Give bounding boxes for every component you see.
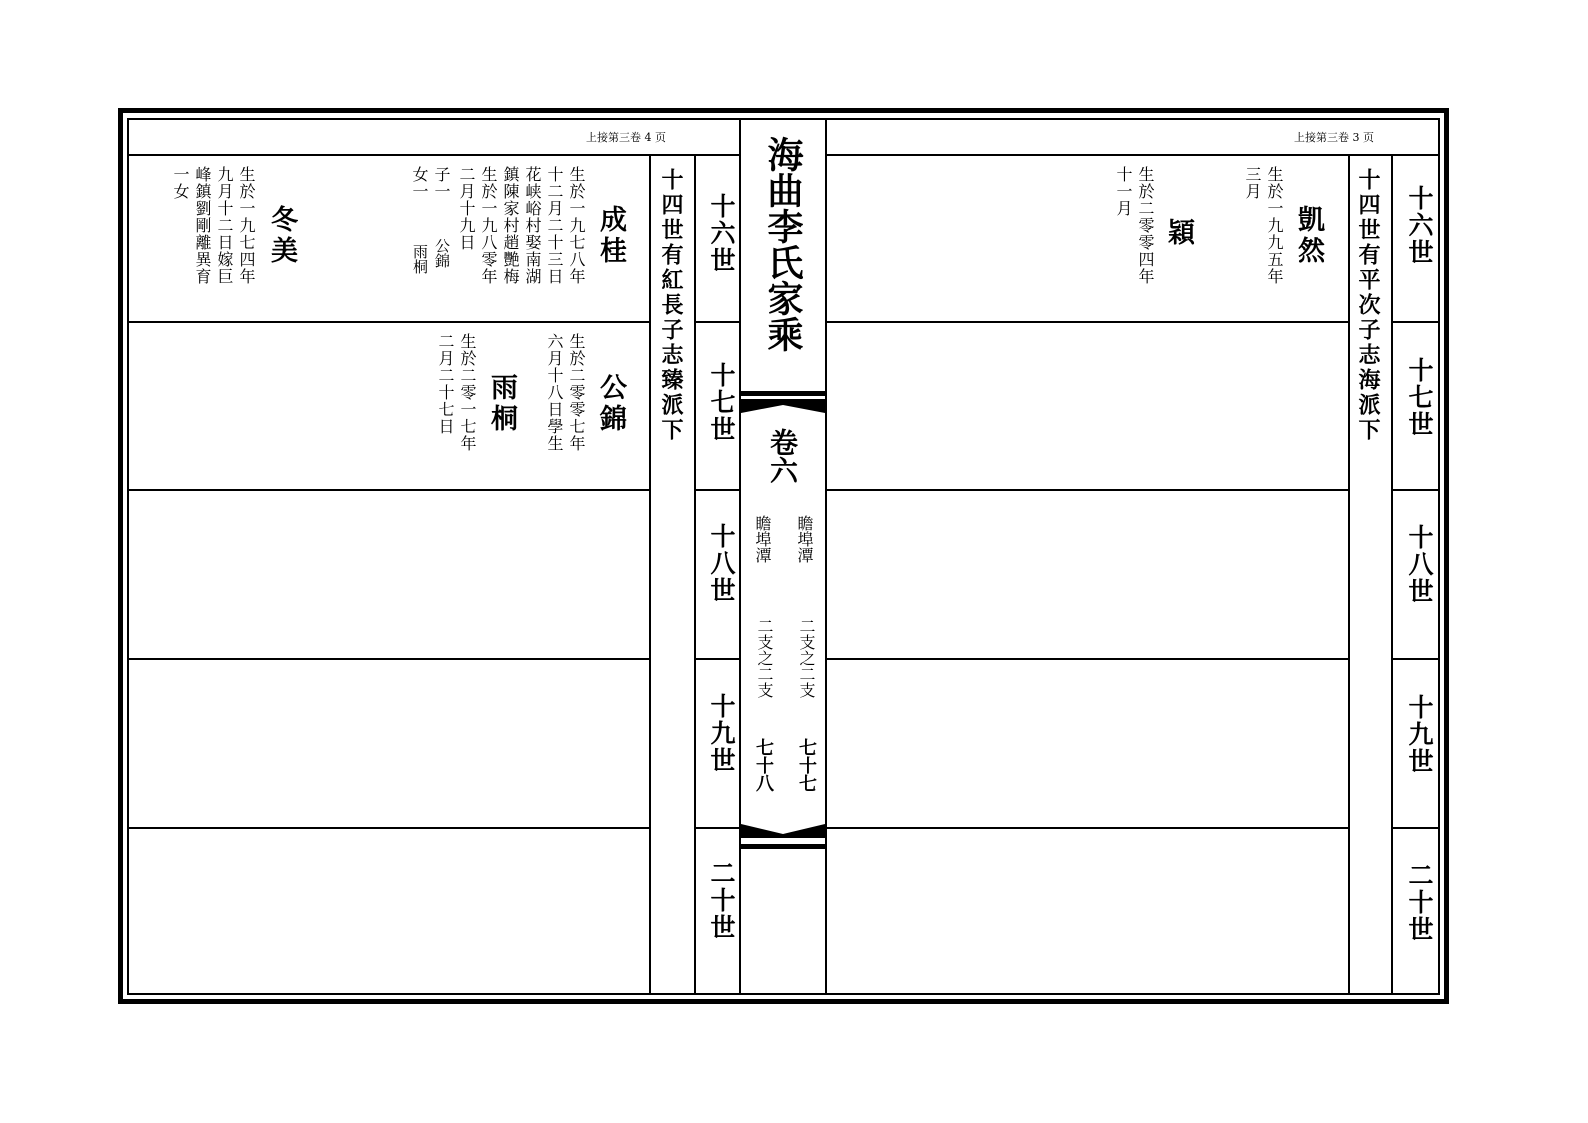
right-top-reference: 上接第三卷 3 页	[1294, 131, 1374, 144]
row-rule	[695, 658, 739, 660]
row-rule	[826, 321, 1349, 323]
place-name: 瞻埠潭	[795, 515, 814, 563]
row-rule	[127, 489, 650, 491]
entry-text: 三月	[1243, 166, 1262, 200]
left-branch-title: 十四世有紅長子志臻派下	[658, 168, 684, 443]
generation-label: 十八世	[1405, 524, 1434, 605]
generation-label: 十九世	[707, 693, 736, 774]
generation-label: 十七世	[1405, 357, 1434, 438]
book-title: 海曲李氏家乘	[762, 136, 804, 352]
row-rule	[1392, 827, 1440, 829]
fishtail-bar	[741, 391, 825, 396]
entry-text: 九月十二日嫁巨	[215, 166, 234, 285]
row-rule	[127, 321, 650, 323]
entry-text: 生於二零一七年	[458, 333, 477, 452]
branch-label: 二支之二支	[755, 618, 774, 698]
entry-text: 二月二十七日	[436, 333, 455, 435]
row-rule	[1392, 658, 1440, 660]
row-rule	[695, 827, 739, 829]
place-name: 瞻埠潭	[753, 515, 772, 563]
person-name: 公錦	[595, 373, 626, 435]
generation-label: 十九世	[1405, 694, 1434, 775]
generation-label: 十八世	[707, 523, 736, 604]
page-number: 七十七	[796, 738, 817, 792]
entry-text: 花峡峪村娶南湖	[523, 166, 542, 285]
divider	[649, 155, 651, 995]
divider	[825, 118, 827, 995]
divider	[1348, 155, 1350, 995]
entry-text: 峰鎮劉剛離異育	[193, 166, 212, 285]
row-rule	[695, 489, 739, 491]
entry-text: 生於二零零七年	[567, 333, 586, 452]
divider	[694, 155, 696, 995]
generation-label: 二十世	[707, 860, 736, 941]
entry-text: 十二月二十三日	[545, 166, 564, 285]
row-rule	[127, 658, 650, 660]
fishtail-lower	[741, 824, 825, 844]
divider	[1391, 155, 1393, 995]
branch-label: 二支之二支	[797, 618, 816, 698]
right-branch-title: 十四世有平次子志海派下	[1355, 168, 1381, 443]
header-rule	[826, 154, 1440, 156]
row-rule	[826, 489, 1349, 491]
person-name: 雨桐	[486, 373, 517, 435]
row-rule	[826, 827, 1349, 829]
person-name: 穎	[1163, 218, 1194, 249]
person-name: 成桂	[595, 205, 626, 267]
header-rule	[127, 154, 740, 156]
generation-label: 十六世	[1405, 185, 1434, 266]
generation-label: 十七世	[707, 362, 736, 443]
person-name: 冬美	[266, 205, 297, 267]
left-top-reference: 上接第三卷 4 页	[586, 131, 666, 144]
fishtail-upper	[741, 399, 825, 419]
row-rule	[127, 827, 650, 829]
entry-text: 十一月	[1114, 166, 1133, 217]
generation-label: 二十世	[1405, 862, 1434, 943]
row-rule	[826, 658, 1349, 660]
children-label: 女一	[410, 166, 429, 200]
children-label: 子一	[432, 166, 451, 200]
entry-text: 鎮陳家村趙艷梅	[501, 166, 520, 285]
row-rule	[695, 321, 739, 323]
row-rule	[1392, 489, 1440, 491]
person-name: 凱然	[1293, 205, 1324, 267]
page-number: 七十八	[753, 738, 774, 792]
generation-label: 十六世	[707, 193, 736, 274]
child-name: 公錦	[433, 238, 451, 268]
entry-text: 生於二零零四年	[1136, 166, 1155, 285]
entry-text: 生於一九七四年	[237, 166, 256, 285]
volume-label: 卷六	[766, 428, 799, 484]
entry-text: 生於一九八零年	[479, 166, 498, 285]
entry-text: 六月十八日學生	[545, 333, 564, 452]
child-name: 雨桐	[411, 244, 429, 274]
entry-text: 生於一九七八年	[567, 166, 586, 285]
entry-text: 二月十九日	[457, 166, 476, 251]
entry-text: 生於一九九五年	[1265, 166, 1284, 285]
row-rule	[1392, 321, 1440, 323]
fishtail-bar	[741, 844, 825, 849]
entry-text: 一女	[171, 166, 190, 200]
divider	[739, 118, 741, 995]
